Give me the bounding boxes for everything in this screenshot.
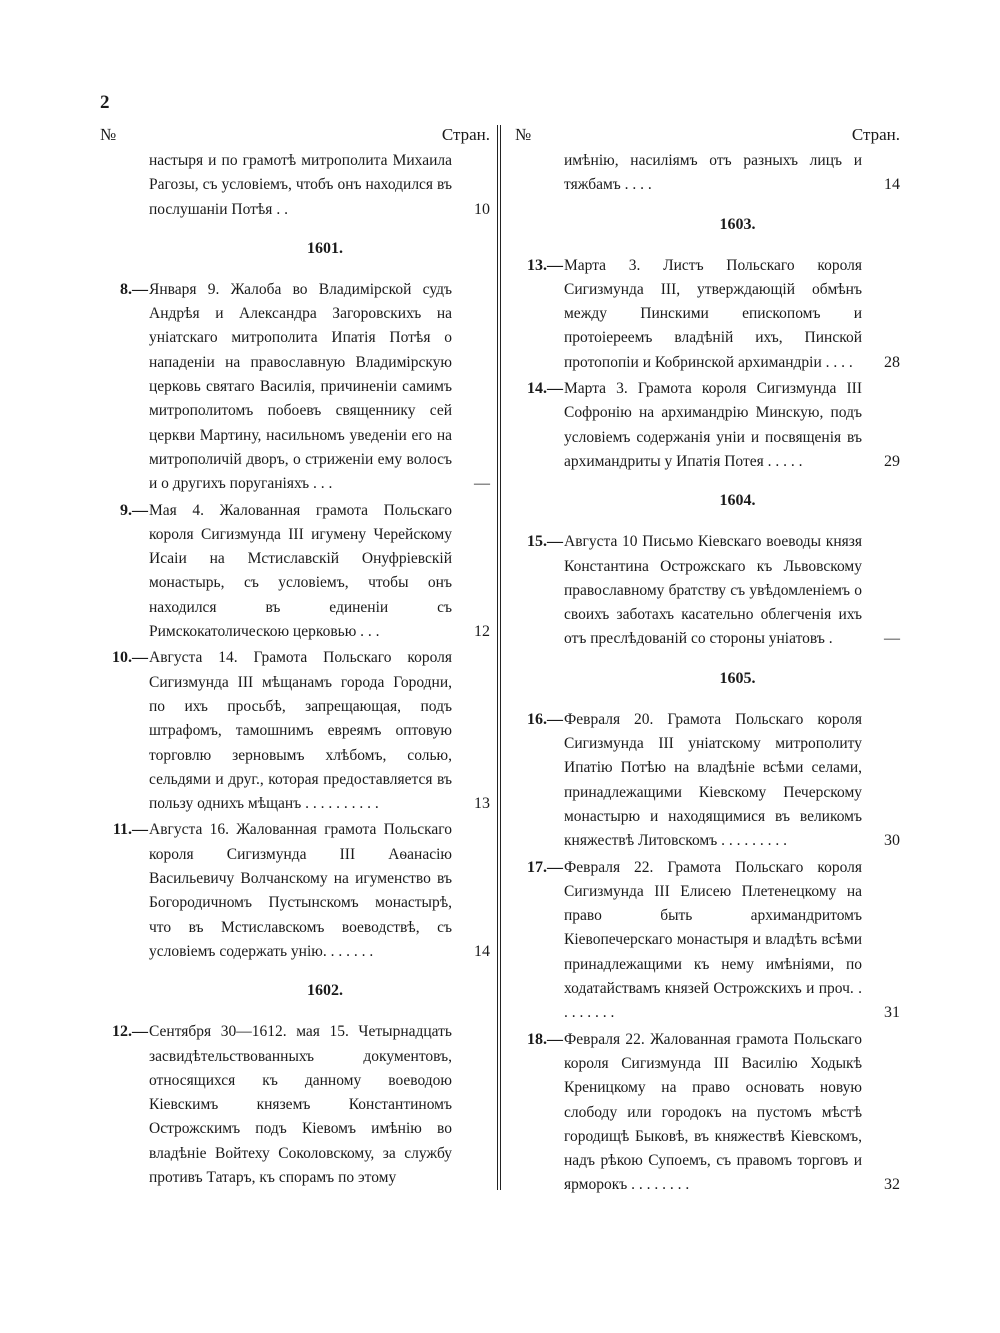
entry-text: Января 9. Жалоба во Владимірской судъ Андрѣя и Александра Загоровскихъ на уніатскаго митрополита Ипатія Потѣя о нападеніи на православную Владимірскую церковь святаго Василія, причиненіи самимъ митрополитомъ побоевъ священнику сей церкви Мартину, насильномъ уведеніи его на митрополичій дворъ, о стриженіи ему волосъ и о другихъ поруганіяхъ . . . [149, 280, 452, 493]
entry-number: 18.— [527, 1030, 563, 1048]
entry-page: — [884, 630, 900, 648]
entry-number: 17.— [527, 858, 563, 876]
right-column [515, 125, 900, 1200]
entry-number: 8.— [120, 280, 148, 298]
entry-page: 32 [884, 1176, 900, 1194]
entry-number: 10.— [112, 649, 148, 667]
entry-number: 13.— [527, 256, 563, 274]
page-column-label: Стран. [441, 125, 490, 144]
list-item [100, 499, 490, 645]
page-number: 2 [100, 92, 110, 113]
entry-page: 10 [474, 200, 490, 218]
page-column-label: Стран. [851, 125, 900, 144]
entry-number: 9.— [120, 501, 148, 519]
entry-text: Марта 3. Грамота короля Сигизмунда III Софронію на архимандрію Минскую, подъ условіемъ содержанія уніи и посвященія въ архимандриты у Ипатія Потея . . . . . [564, 380, 862, 470]
entry-page: 29 [884, 452, 900, 470]
entry-text: Марта 3. Листъ Польскаго короля Сигизмунда III, утверждающій обмѣнъ между Пинскими епископомъ и протоіереемъ владѣній ихъ, Пинской протопопіи и Кобринской архимандріи . . . . [564, 256, 862, 371]
entry-number: 11.— [112, 821, 148, 839]
entry-text: Февраля 22. Грамота Польскаго короля Сигизмунда III Елисею Плетенецкому на право быть архимандритомъ Кіевопечерскаго монастыря и владѣть всѣми принадлежащими къ нему имѣніями, по ходатайствамъ князей Острожскихъ и проч. . . . . . . . . [564, 858, 862, 1022]
year-heading: 1605. [719, 669, 756, 687]
list-item [100, 149, 490, 222]
entry-page: 14 [884, 176, 900, 194]
entry-number: 16.— [527, 710, 563, 728]
entry-text: Августа 14. Грамота Польскаго короля Сигизмунда III мѣщанамъ города Городни, по ихъ просьбѣ, запрещающая, подъ штрафомъ, тамошнимъ евреямъ оптовую торговлю зерновымъ хлѣбомъ, солью, сельдями и друг., которая предоставляется въ пользу однихъ мѣщанъ . . . . . . . . . . [149, 649, 452, 813]
list-item [515, 530, 900, 651]
entry-number: 15.— [527, 533, 563, 551]
entry-number [515, 149, 563, 198]
entry-page: 12 [474, 623, 490, 641]
left-column-header [100, 125, 490, 149]
entry-page [456, 1020, 490, 1190]
list-item [100, 646, 490, 816]
number-column-label: № [100, 125, 117, 144]
entry-number: 12.— [112, 1023, 148, 1041]
list-item [515, 254, 900, 375]
entry-page: 30 [884, 832, 900, 850]
list-item [100, 278, 490, 497]
number-column-label: № [515, 125, 532, 144]
entry-text: имѣнію, насиліямъ отъ разныхъ лицъ и тяжбамъ . . . . [564, 152, 862, 194]
entry-text: Сентября 30—1612. мая 15. Четырнадцать засвидѣтельствованныхъ документовъ, относящихся къ данному воеводою Кіевскимъ княземъ Константиномъ Острожскимъ подъ Кіевомъ имѣнію во владѣніе Войтеху Соколовскому, за службу противъ Татаръ, къ спорамъ по этому [149, 1023, 452, 1186]
list-item [515, 149, 900, 198]
list-item [100, 818, 490, 964]
entry-text: Августа 10 Письмо Кіевскаго воеводы князя Константина Острожскаго къ Львовскому православному братству съ увѣдомленіемъ о своихъ заботахъ касательно облегченія ихъ отъ преслѣдованій со стороны уніатовъ . [564, 533, 862, 648]
entry-text: Февраля 20. Грамота Польскаго короля Сигизмунда III уніатскому митрополиту Ипатію Потѣю на владѣніе всѣми селами, принадлежащими Кіевскому Печерскому монастырю и находящимися въ великомъ княжествѣ Литовскомъ . . . . . . . . . [564, 710, 862, 850]
entry-page: 14 [474, 942, 490, 960]
list-item [100, 1020, 490, 1190]
list-item [515, 708, 900, 854]
list-item [515, 856, 900, 1026]
entry-page: — [474, 475, 490, 493]
entry-text: Февраля 22. Жалованная грамота Польскаго короля Сигизмунда III Василію Ходыкѣ Креницкому на право основать новую слободу или городокъ на пустомъ мѣстѣ городищѣ Быковѣ, въ княжествѣ Кіевскомъ, надъ рѣкою Супоемъ, съ правомъ торговъ и ярморокъ . . . . . . . . [564, 1030, 862, 1194]
entry-text: Мая 4. Жалованная грамота Польскаго короля Сигизмунда III игумену Черейскому Исаіи на Мстиславскій Онуфріевскій монастырь, съ условіемъ, чтобы онъ находился въ единеніи съ Римскокатолическою церковью . . . [149, 501, 452, 641]
left-column [100, 125, 490, 1192]
right-column-header [515, 125, 900, 149]
year-heading: 1604. [719, 492, 756, 510]
entry-text: настыря и по грамотѣ митрополита Михаила Рагозы, съ условіемъ, чтобъ онъ находился въ послушаніи Потѣя . . [149, 152, 452, 218]
entry-text: Августа 16. Жалованная грамота Польскаго короля Сигизмунда III Аѳанасію Васильевичу Волчанскому на игуменство въ Богородичномъ Пустынскомъ монастырѣ, что въ Мстиславскомъ воеводствѣ, съ условіемъ содержать унію. . . . . . . [149, 821, 452, 960]
year-heading: 1603. [719, 215, 756, 233]
year-heading: 1601. [307, 239, 343, 257]
list-item [515, 1028, 900, 1198]
column-divider [497, 125, 501, 1190]
entry-number [100, 149, 148, 222]
entry-page: 13 [474, 795, 490, 813]
year-heading: 1602. [307, 982, 343, 1000]
entry-page: 28 [884, 353, 900, 371]
list-item [515, 377, 900, 474]
entry-number: 14.— [527, 380, 563, 398]
entry-page: 31 [884, 1004, 900, 1022]
